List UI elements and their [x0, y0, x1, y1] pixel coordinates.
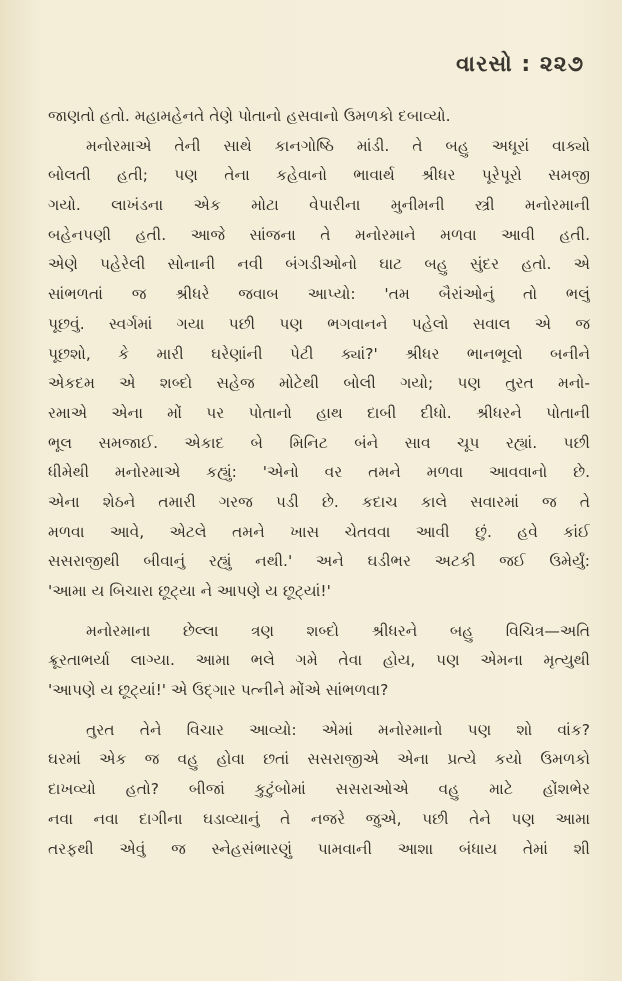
paragraph-gap — [48, 607, 590, 617]
text-line: બહેનપણી હતી. આજે સાંજના તે મનોરમાને મળવા આવી હતી. — [48, 225, 590, 244]
text-line: સસરાજીથી બીવાનું રહ્યું નથી.' અને ઘડીભર અટકી જઈ ઉમેર્યું: — [48, 552, 590, 571]
text-line: બોલતી હતી; પણ તેના કહેવાનો ભાવાર્થ શ્રીધર પૂરેપૂરો સમજી — [48, 166, 590, 185]
paragraph-gap — [48, 706, 590, 716]
page-body — [48, 102, 590, 864]
text-line: 'આપણે ય છૂટ્યાં!' એ ઉદ્ગાર પત્નીને મોંએ સાંભળવા? — [48, 681, 389, 700]
text-line: ધીમેથી મનોરમાએ કહ્યું: 'એનો વર તમને મળવા આવવાનો છે. — [48, 463, 590, 482]
text-line: મળવા આવે, એટલે તમને ખાસ ચેતવવા આવી છું. હવે કાંઈ — [48, 522, 590, 541]
text-line: રમાએ એના મોં પર પોતાનો હાથ દાબી દીધો. શ્રીધરને પોતાની — [48, 403, 590, 422]
text-line: દાખવ્યો હતો? બીજાં કુટુંબોમાં સસરાઓએ વહુ માટે હોંશભેર — [48, 780, 590, 799]
text-line: જાણતો હતો. મહામહેનતે તેણે પોતાનો હસવાનો ઉમળકો દબાવ્યો. — [48, 107, 451, 125]
text-line: પૂછશો, કે મારી ઘરેણાંની પેટી ક્યાં?' શ્રીધર ભાનભૂલો બનીને — [48, 344, 590, 363]
running-header: વારસો : ૨૨૭ — [455, 52, 584, 77]
text-line: ભૂલ સમજાઈ. એકાદ બે મિનિટ બંને સાવ ચૂપ રહ્યાં. પછી — [48, 433, 590, 452]
text-line: ક્રૂરતાભર્યા લાગ્યા. આમા ભલે ગમે તેવા હોય, પણ એમના મૃત્યુથી — [48, 651, 590, 670]
text-line: ઘરમાં એક જ વહુ હોવા છતાં સસરાજીએ એના પ્રત્યે કયો ઉમળકો — [48, 750, 590, 769]
text-line: એના શેઠને તમારી ગરજ પડી છે. કદાચ કાલે સવારમાં જ તે — [48, 492, 590, 511]
text-line: ગયો. લાખંડના એક મોટા વેપારીના મુનીમની સ્ત્રી મનોરમાની — [48, 196, 590, 215]
text-line: તુરત તેને વિચાર આવ્યો: એમાં મનોરમાનો પણ શો વાંક? — [86, 720, 590, 739]
text-line: તરફથી એવું જ સ્નેહસંભારણું પામવાની આશા બંધાય તેમાં શી — [48, 839, 590, 858]
text-line: એકદમ એ શબ્દો સહેજ મોટેથી બોલી ગયો; પણ તુરત મનો- — [48, 374, 590, 393]
text-line: નવા નવા દાગીના ઘડાવ્યાનું તે નજરે જુએ, પછી તેને પણ આમા — [48, 809, 590, 828]
text-line: 'આમા ય બિચારા છૂટ્યા ને આપણે ય છૂટ્યાં!' — [48, 582, 331, 600]
text-line: મનોરમાના છેલ્લા ત્રણ શબ્દો શ્રીધરને બહુ વિચિત્ર—અતિ — [86, 621, 590, 640]
text-line: એણે પહેરેલી સોનાની નવી બંગડીઓનો ઘાટ બહુ સુંદર હતો. એ — [48, 255, 590, 274]
text-line: મનોરમાએ તેની સાથે કાનગોષ્ઠિ માંડી. તે બહુ અધૂરાં વાક્યો — [86, 136, 590, 155]
text-line: પૂછવું. સ્વર્ગમાં ગયા પછી પણ ભગવાનને પહેલો સવાલ એ જ — [48, 314, 590, 333]
text-line: સાંભળતાં જ શ્રીધરે જવાબ આપ્યો: 'તમ બૈરાંઓનું તો ભલું — [48, 285, 590, 304]
